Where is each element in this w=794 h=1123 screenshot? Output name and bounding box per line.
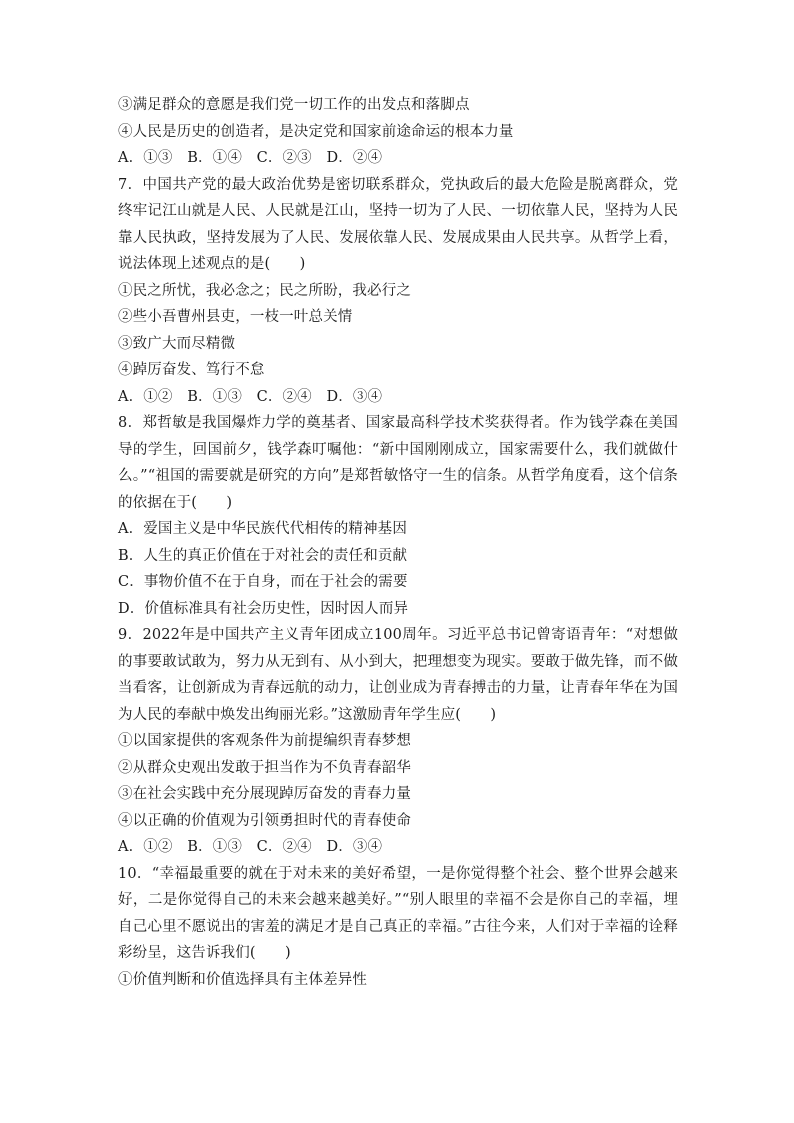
option-statement-2: ②从群众史观出发敢于担当作为不负青春韶华 [118, 759, 411, 776]
question-10-stem: 好，二是你觉得自己的未来会越来越美好。”“别人眼里的幸福不会是你自己的幸福，埋 [118, 892, 678, 908]
question-10-stem: 自己心里不愿说出的害羞的满足才是自己真正的幸福。”古往今来，人们对于幸福的诠释 [118, 918, 678, 935]
choice-a: A．爱国主义是中华民族代代相传的精神基因 [118, 521, 407, 537]
option-statement-2: ②些小吾曹州县吏，一枝一叶总关情 [118, 309, 353, 325]
question-7-stem: 说法体现上述观点的是( ) [118, 256, 306, 272]
option-statement-1: ①价值判断和价值选择具有主体差异性 [118, 971, 368, 988]
question-9-stem: 当看客，让创新成为青春远航的动力，让创业成为青春搏击的力量，让青春年华在为国 [118, 680, 678, 696]
option-statement-3: ③致广大而尽精微 [118, 335, 236, 352]
option-statement-4: ④踔厉奋发、笃行不怠 [118, 362, 265, 378]
question-9-stem: 9．2022年是中国共产主义青年团成立100周年。习近平总书记曾寄语青年：“对想做 [118, 627, 678, 643]
option-statement-1: ①民之所忧，我必念之；民之所盼，我必行之 [118, 282, 411, 299]
question-7-stem: 7．中国共产党的最大政治优势是密切联系群众，党执政后的最大危险是脱离群众，党 [118, 176, 678, 193]
question-8-stem: 么。”“祖国的需要就是研究的方向”是郑哲敏恪守一生的信条。从哲学角度看，这个信条 [118, 468, 678, 484]
question-7-stem: 靠人民执政，坚持发展为了人民、发展依靠人民、发展成果由人民共享。从哲学上看， [118, 229, 678, 246]
document-body [118, 92, 678, 993]
question-8-stem: 8．郑哲敏是我国爆炸力学的奠基者、国家最高科学技术奖获得者。作为钱学森在美国 [118, 415, 678, 431]
answer-choices-q6: A．①③ B．①④ C．②③ D．②④ [118, 150, 383, 166]
answer-choices-q7: A．①② B．①③ C．②④ D．③④ [118, 388, 383, 405]
answer-choices-q9: A．①② B．①③ C．②④ D．③④ [118, 839, 383, 855]
option-statement-3: ③在社会实践中充分展现踔厉奋发的青春力量 [118, 786, 411, 802]
option-statement-1: ①以国家提供的客观条件为前提编织青春梦想 [118, 733, 411, 749]
question-10-stem: 10．“幸福最重要的就在于对未来的美好希望，一是你觉得整个社会、整个世界会越来 [118, 865, 678, 882]
question-9-stem: 为人民的奉献中焕发出绚丽光彩。”这激励青年学生应( ) [118, 706, 497, 723]
question-8-stem: 的依据在于( ) [118, 494, 233, 511]
option-statement-4: ④以正确的价值观为引领勇担时代的青春使命 [118, 812, 411, 829]
question-10-stem: 彩纷呈，这告诉我们( ) [118, 945, 291, 961]
option-statement-3: ③满足群众的意愿是我们党一切工作的出发点和落脚点 [118, 97, 470, 113]
option-statement-4: ④人民是历史的创造者，是决定党和国家前途命运的根本力量 [118, 123, 514, 140]
choice-c: C．事物价值不在于自身，而在于社会的需要 [118, 574, 408, 590]
question-9-stem: 的事要敢试敢为，努力从无到有、从小到大，把理想变为现实。要敢于做先锋，而不做 [118, 653, 678, 670]
choice-b: B．人生的真正价值在于对社会的责任和贡献 [118, 547, 408, 564]
choice-d: D．价值标准具有社会历史性，因时因人而异 [118, 600, 409, 617]
question-7-stem: 终牢记江山就是人民、人民就是江山，坚持一切为了人民、一切依靠人民，坚持为人民 [118, 203, 678, 219]
question-8-stem: 导的学生，回国前夕，钱学森叮嘱他：“新中国刚刚成立，国家需要什么，我们就做什 [118, 441, 678, 458]
